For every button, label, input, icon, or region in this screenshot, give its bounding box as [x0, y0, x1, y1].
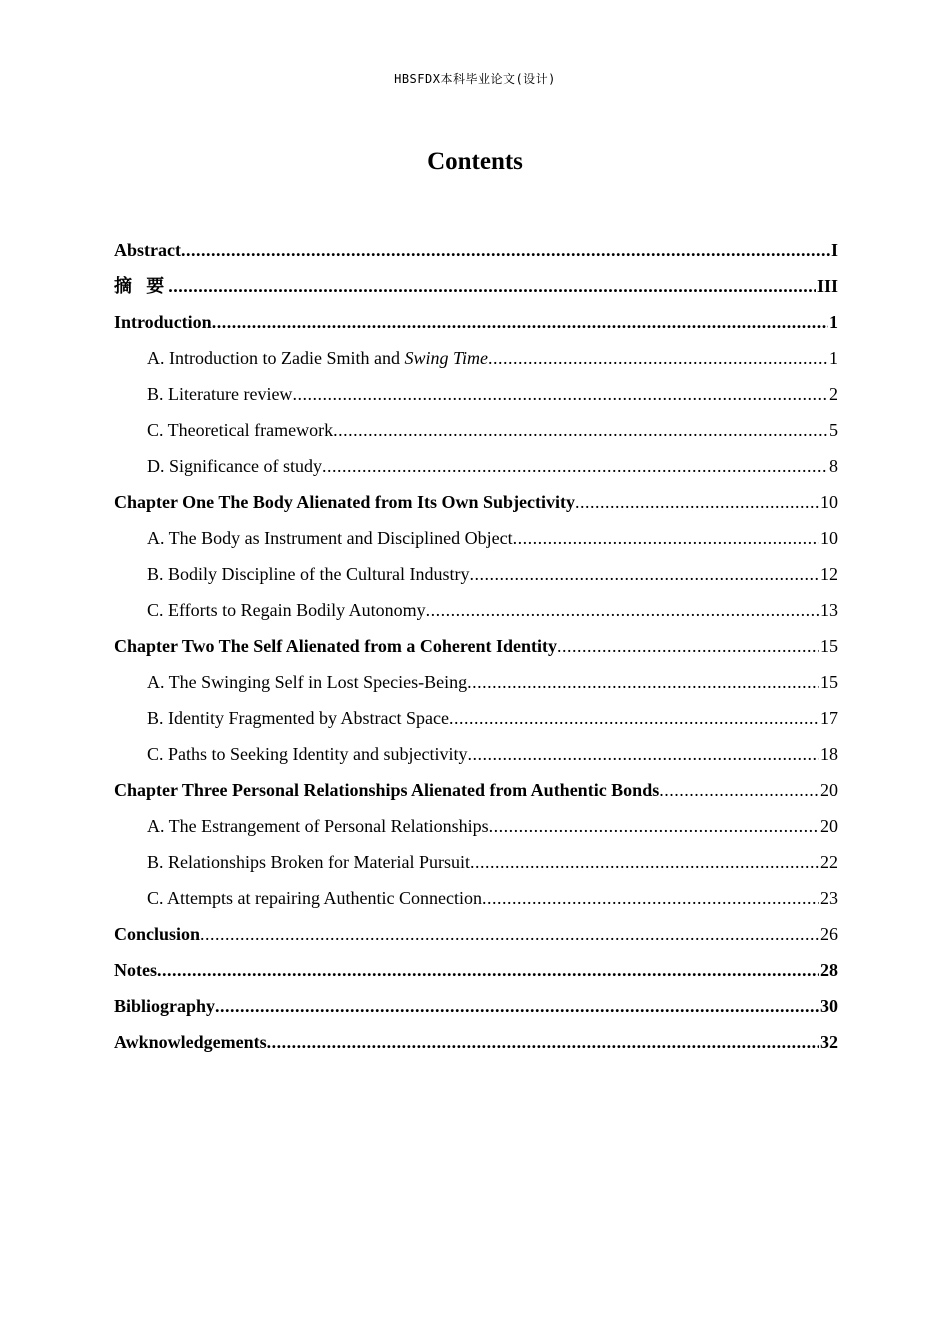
dot-leader [426, 596, 819, 624]
toc-entry-intro-a[interactable] [114, 344, 838, 380]
toc-entry-label: Bibliography [114, 996, 216, 1016]
book-title-italic: Swing Time [404, 348, 488, 368]
toc-entry-page: 28 [820, 960, 838, 980]
toc-entry-chapter-two[interactable] [114, 632, 838, 668]
dot-leader [467, 668, 819, 696]
toc-entry-label: Notes [114, 960, 157, 980]
dot-leader [575, 488, 819, 516]
table-of-contents [114, 236, 838, 1064]
toc-entry-page: 12 [820, 564, 838, 584]
toc-entry-ch3-a[interactable] [114, 812, 838, 848]
toc-entry-ch2-b[interactable] [114, 704, 838, 740]
dot-leader [449, 704, 819, 732]
toc-entry-label: B. Literature review [147, 384, 293, 404]
toc-entry-page: 20 [820, 780, 838, 800]
toc-entry-ch3-c[interactable] [114, 884, 838, 920]
toc-entry-page: 15 [820, 636, 838, 656]
toc-entry-label: Chapter Two The Self Alienated from a Coherent Identity [114, 636, 558, 656]
toc-entry-label: A. The Swinging Self in Lost Species-Being [147, 672, 468, 692]
toc-entry-label: D. Significance of study [147, 456, 322, 476]
toc-entry-abstract[interactable] [114, 236, 838, 272]
toc-entry-page: 8 [829, 456, 838, 476]
toc-entry-conclusion[interactable] [114, 920, 838, 956]
toc-entry-page: I [830, 240, 838, 260]
toc-entry-page: 1 [829, 348, 838, 368]
toc-entry-page: 17 [820, 708, 838, 728]
dot-leader [469, 560, 819, 588]
dot-leader [200, 920, 819, 948]
toc-entry-ch3-b[interactable] [114, 848, 838, 884]
toc-entry-ch1-c[interactable] [114, 596, 838, 632]
running-header: HBSFDX本科毕业论文(设计) [394, 72, 556, 86]
toc-entry-chapter-three[interactable] [114, 776, 838, 812]
toc-entry-label: A. The Estrangement of Personal Relationships [147, 816, 489, 836]
dot-leader [488, 344, 828, 372]
toc-entry-intro-d[interactable] [114, 452, 838, 488]
toc-entry-page: 13 [820, 600, 838, 620]
toc-entry-ch1-b[interactable] [114, 560, 838, 596]
toc-entry-ch2-a[interactable] [114, 668, 838, 704]
toc-entry-page: 20 [820, 816, 838, 836]
toc-entry-page: 5 [829, 420, 838, 440]
toc-entry-label: Introduction [114, 312, 212, 332]
toc-entry-label: Abstract [114, 240, 181, 260]
toc-entry-chinese-abstract[interactable] [114, 272, 838, 308]
toc-entry-label: C. Theoretical framework [147, 420, 334, 440]
dot-leader [181, 236, 830, 264]
toc-entry-label: Conclusion [114, 924, 201, 944]
toc-entry-page: III [816, 276, 838, 296]
toc-entry-label-prefix: A. Introduction to Zadie Smith and [147, 348, 405, 368]
dot-leader [215, 992, 819, 1020]
toc-entry-label: B. Relationships Broken for Material Pursuit [147, 852, 470, 872]
toc-entry-ch1-a[interactable] [114, 524, 838, 560]
dot-leader [157, 956, 819, 984]
dot-leader [322, 452, 828, 480]
toc-entry-page: 1 [829, 312, 838, 332]
dot-leader [482, 884, 819, 912]
toc-entry-label: C. Efforts to Regain Bodily Autonomy [147, 600, 426, 620]
toc-entry-label: B. Identity Fragmented by Abstract Space [147, 708, 449, 728]
toc-entry-page: 10 [820, 492, 838, 512]
toc-entry-page: 23 [820, 888, 838, 908]
toc-entry-intro-b[interactable] [114, 380, 838, 416]
toc-entry-ch2-c[interactable] [114, 740, 838, 776]
toc-entry-introduction[interactable] [114, 308, 838, 344]
toc-entry-page: 18 [820, 744, 838, 764]
toc-entry-page: 10 [820, 528, 838, 548]
page-title: Contents [427, 148, 523, 175]
dot-leader [292, 380, 828, 408]
dot-leader [168, 272, 816, 300]
dot-leader [557, 632, 819, 660]
toc-entry-notes[interactable] [114, 956, 838, 992]
toc-entry-bibliography[interactable] [114, 992, 838, 1028]
toc-entry-page: 32 [820, 1032, 838, 1052]
toc-entry-label: 摘 要 [114, 276, 169, 297]
toc-entry-page: 30 [820, 996, 838, 1016]
toc-entry-page: 26 [820, 924, 838, 944]
toc-entry-page: 22 [820, 852, 838, 872]
toc-entry-label: B. Bodily Discipline of the Cultural Industry [147, 564, 470, 584]
toc-entry-acknowledgements[interactable] [114, 1028, 838, 1064]
toc-entry-label: C. Paths to Seeking Identity and subjectivity [147, 744, 468, 764]
dot-leader [212, 308, 828, 336]
toc-entry-label: C. Attempts at repairing Authentic Connection [147, 888, 482, 908]
dot-leader [333, 416, 828, 444]
toc-entry-label [147, 344, 488, 372]
dot-leader [489, 812, 819, 840]
toc-entry-intro-c[interactable] [114, 416, 838, 452]
toc-entry-label: A. The Body as Instrument and Disciplined Object [147, 528, 513, 548]
toc-entry-label: Chapter One The Body Alienated from Its Own Subjectivity [114, 492, 576, 512]
toc-entry-page: 15 [820, 672, 838, 692]
dot-leader [267, 1028, 819, 1056]
toc-entry-page: 2 [829, 384, 838, 404]
dot-leader [659, 776, 819, 804]
dot-leader [513, 524, 819, 552]
dot-leader [470, 848, 819, 876]
toc-entry-label: Awknowledgements [114, 1032, 267, 1052]
toc-entry-chapter-one[interactable] [114, 488, 838, 524]
toc-entry-label: Chapter Three Personal Relationships Alienated from Authentic Bonds [114, 780, 660, 800]
dot-leader [467, 740, 819, 768]
